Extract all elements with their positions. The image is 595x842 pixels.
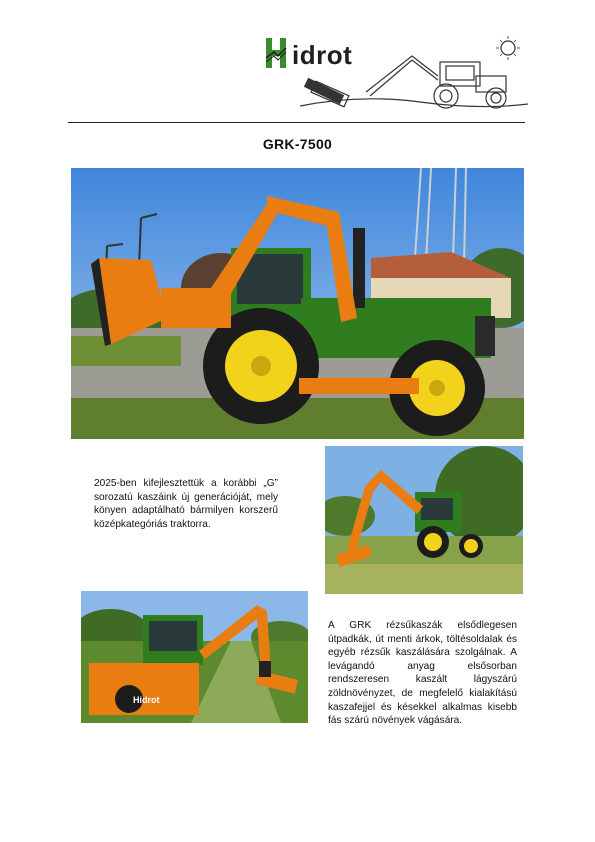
main-tractor-photo xyxy=(71,168,524,439)
tractor-line-art xyxy=(300,32,528,118)
logo-text: idrot xyxy=(292,40,353,70)
photo-decal: Hidrot xyxy=(133,695,160,705)
header-divider xyxy=(68,122,525,123)
rear-view-photo xyxy=(81,591,308,723)
side-mowing-photo xyxy=(325,446,523,594)
description-paragraph: A GRK rézsűkaszák elsődlegesen útpadkák, út menti árkok, töltésoldalak és egyéb rézsűk kaszálására szolgálnak. A levágandó anyag elsősorban rendszeresen kaszált lágyszárú zöldnövényzet, de megfelelő kialakítású kaszafejjel és késekkel alkalmas kisebb fás szárú növények vágására. xyxy=(328,620,517,727)
intro-paragraph: 2025-ben kifejlesztettük a korábbi „G” sorozatú kaszáink új generációját, mely könyen adaptálható bármilyen korszerű középkategóriás traktorra. xyxy=(94,478,278,530)
page-title: GRK-7500 xyxy=(262,136,333,152)
